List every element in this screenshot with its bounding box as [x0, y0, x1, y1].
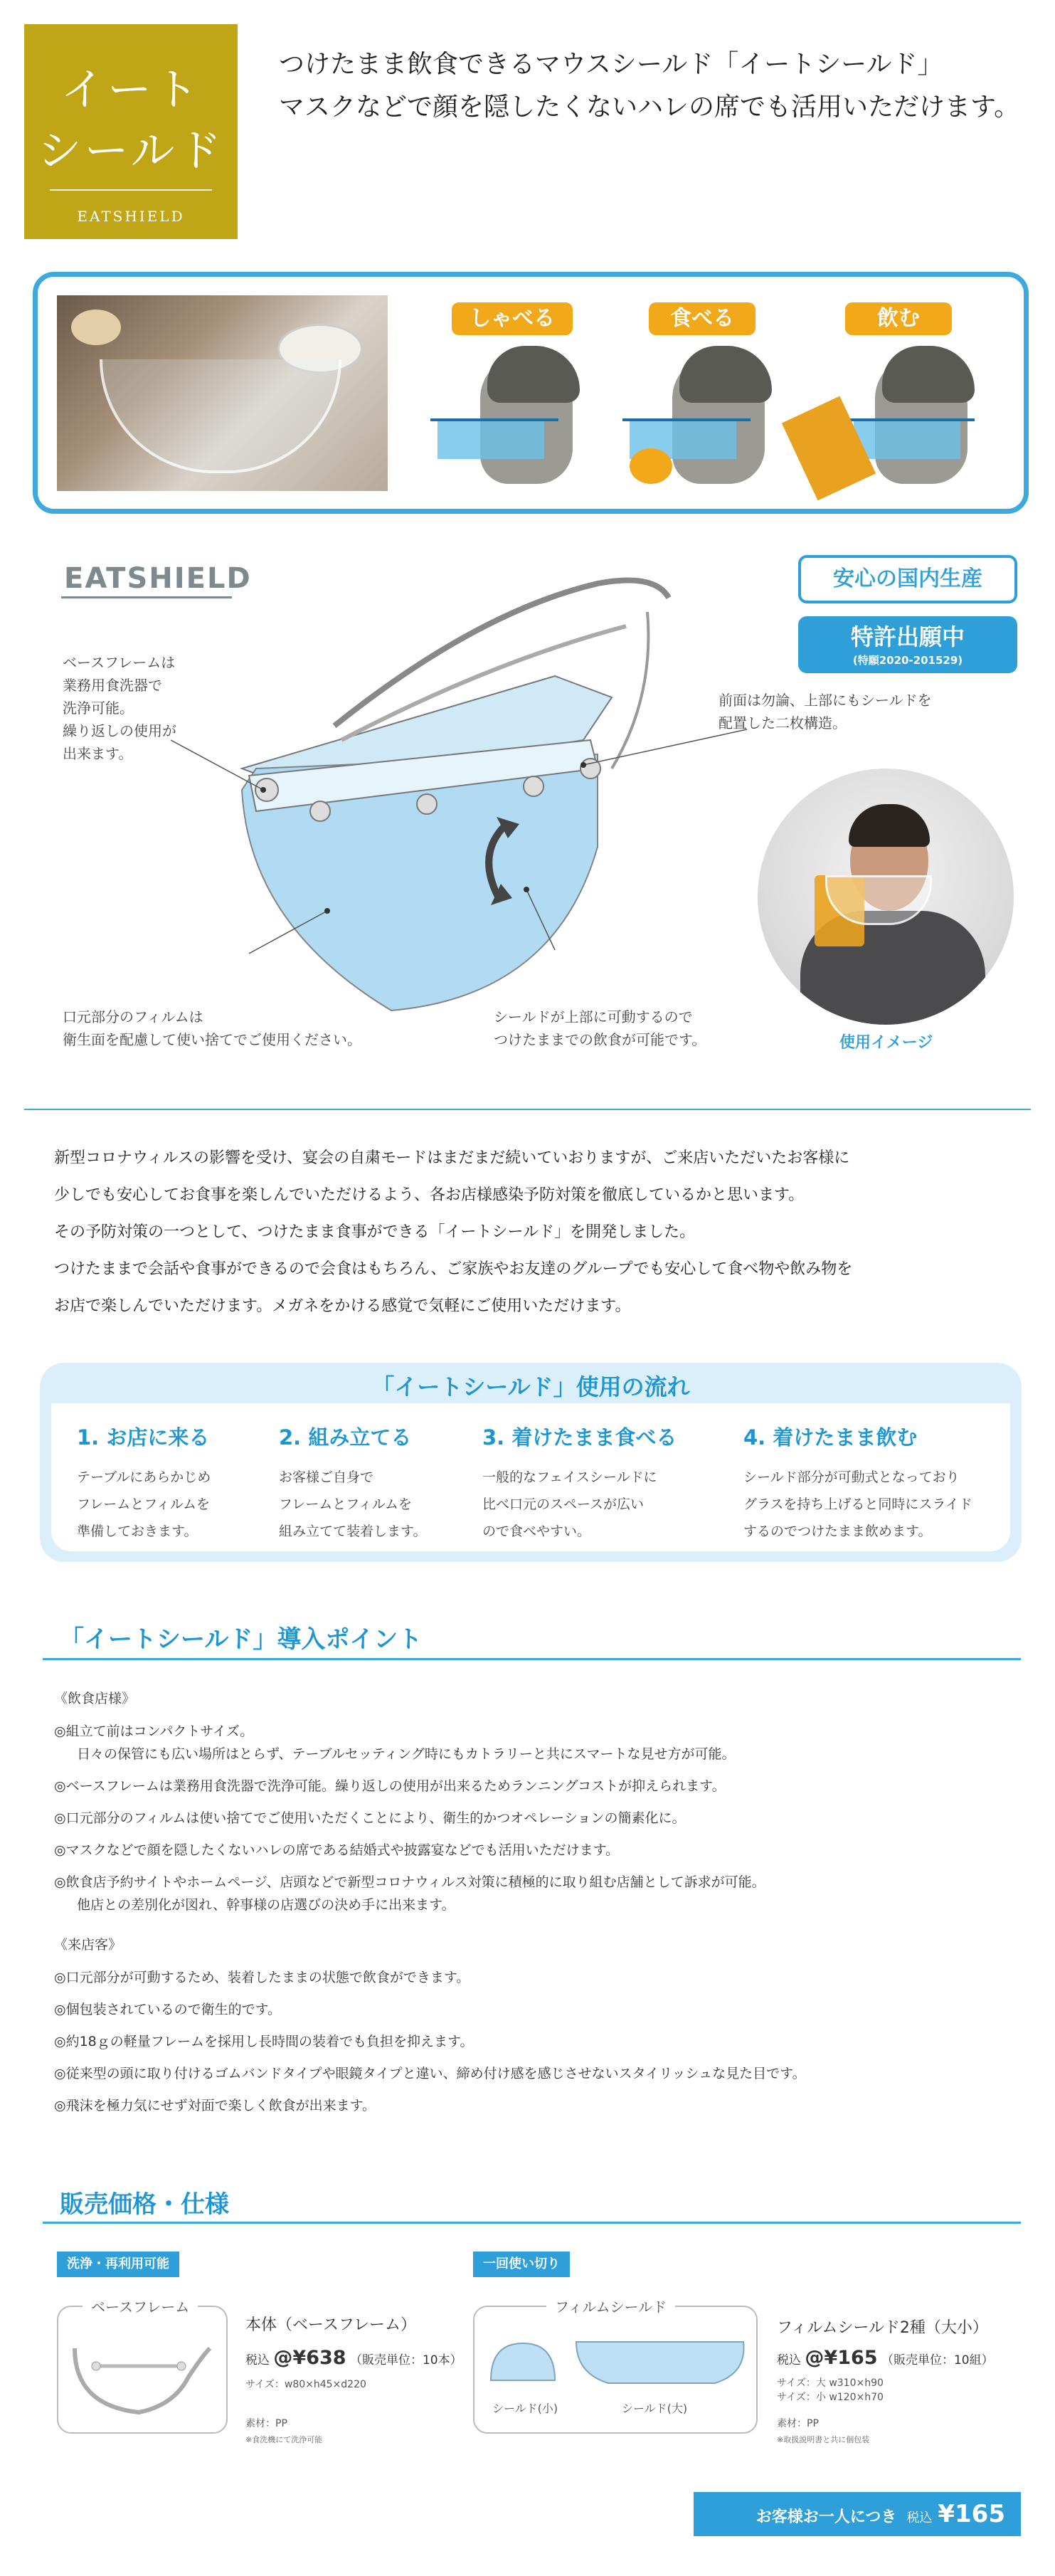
talk-illustration — [445, 342, 587, 498]
points-title: 「イートシールド」導入ポイント — [60, 1625, 423, 1654]
store-point: ◎ベースフレームは業務用食洗器で洗浄可能。繰り返しの使用が出来るためランニングコストが抑えられます。 — [54, 1778, 726, 1794]
frame-illustration — [68, 2327, 217, 2419]
section-divider — [24, 1109, 1031, 1110]
usage-flow-title: 「イートシールド」使用の流れ — [371, 1373, 690, 1400]
usage-image-label: 使用イメージ — [839, 1034, 933, 1052]
pricing-rule — [43, 2222, 1021, 2224]
total-price-bar: お客様お一人につき 税込 ¥165 — [694, 2492, 1021, 2536]
logo-english: EATSHIELD — [77, 208, 185, 225]
usage-step-talk: しゃべる — [452, 302, 573, 335]
film-illustration — [487, 2338, 751, 2387]
eatshield-wordmark: EATSHIELD — [64, 562, 252, 595]
store-point: ◎組立て前はコンパクトサイズ。 — [54, 1724, 254, 1739]
callout-move: シールドが上部に可動するので つけたままでの飲食が可能です。 — [494, 1008, 706, 1048]
guest-point: ◎口元部分が可動するため、装着したままの状態で飲食ができます。 — [54, 1970, 470, 1985]
description-line-1: 新型コロナウィルスの影響を受け、宴会の自粛モードはまだまだ続いていおりますが、ご来店いただいたお客様に — [54, 1149, 850, 1167]
product-diagram — [157, 555, 811, 1053]
intro-line-2: マスクなどで顔を隠したくないハレの席でも活用いただけます。 — [279, 93, 1020, 122]
guest-point: ◎飛沫を極力気にせず対面で楽しく飲食が出来ます。 — [54, 2098, 376, 2113]
frame-note: ※食洗機にて洗浄可能 — [245, 2435, 323, 2444]
store-point-cont: 日々の保管にも広い場所はとらず、テーブルセッティング時にもカトラリーと共にスマートな見せ方が可能。 — [77, 1746, 736, 1762]
drink-illustration — [839, 342, 982, 498]
flow-step-1: 1. お店に来る テーブルにあらかじめ フレームとフィルムを 準備しておきます。 — [77, 1425, 211, 1539]
flow-step-3: 3. 着けたまま食べる 一般的なフェイスシールドに 比べ口元のスペースが広い ので食べやすい。 — [482, 1425, 677, 1539]
film-name: フィルムシールド2種（大小） — [777, 2319, 988, 2337]
store-point: ◎口元部分のフィルムは使い捨てでご使用いただくことにより、衛生的かつオペレーションの簡素化に。 — [54, 1810, 686, 1826]
product-photo — [57, 295, 388, 491]
eat-illustration — [637, 342, 779, 498]
frame-price: 税込 @¥638 （販売単位：10本） — [245, 2347, 462, 2369]
film-small-label: シールド(小) — [492, 2402, 558, 2415]
usage-step-drink: 飲む — [845, 302, 952, 335]
frame-name: 本体（ベースフレーム） — [245, 2316, 417, 2334]
usage-step-eat: 食べる — [649, 302, 756, 335]
flow-step-4: 4. 着けたまま飲む シールド部分が可動式となっており グラスを持ち上げると同時にスライド するのでつけたまま飲めます。 — [743, 1425, 972, 1539]
flow-step-2: 2. 組み立てる お客様ご自身で フレームとフィルムを 組み立てて装着します。 — [279, 1425, 427, 1539]
callout-frame: ベースフレームは 業務用食洗器で 洗浄可能。 繰り返しの使用が 出来ます。 — [63, 654, 176, 762]
domestic-badge: 安心の国内生産 — [798, 555, 1017, 603]
guest-point: ◎従来型の頭に取り付けるゴムバンドタイプや眼鏡タイプと違い、締め付け感を感じさせないスタイリッシュな見た目です。 — [54, 2066, 806, 2081]
callout-front: 前面は勿論、上部にもシールドを 配置した二枚構造。 — [719, 692, 932, 732]
film-size-small: サイズ：小 w120×h70 — [777, 2392, 884, 2403]
film-box-label: フィルムシールド — [546, 2296, 675, 2316]
logo-text-line2: シールド — [37, 125, 225, 176]
description-line-3: その予防対策の一つとして、つけたまま食事ができる「イートシールド」を開発しました。 — [54, 1223, 696, 1241]
single-use-tag: 一回使い切り — [473, 2252, 570, 2277]
points-rule — [43, 1658, 1021, 1660]
store-point: ◎マスクなどで顔を隠したくないハレの席である結婚式や披露宴などでも活用いただけます。 — [54, 1842, 620, 1858]
film-material: 素材：PP — [777, 2418, 819, 2429]
frame-material: 素材：PP — [245, 2418, 287, 2429]
reusable-tag: 洗浄・再利用可能 — [57, 2252, 179, 2277]
intro-line-1: つけたまま飲食できるマウスシールド「イートシールド」 — [279, 50, 943, 79]
guest-point: ◎約18ｇの軽量フレームを採用し長時間の装着でも負担を抑えます。 — [54, 2034, 474, 2049]
pricing-title: 販売価格・仕様 — [60, 2190, 229, 2219]
usage-photo — [758, 769, 1014, 1025]
description-line-4: つけたままで会話や食事ができるので会食はもちろん、ご家族やお友達のグループでも安心して食べ物や飲み物を — [54, 1260, 853, 1278]
store-point-cont: 他店との差別化が図れ、幹事様の店選びの決め手に出来ます。 — [77, 1897, 455, 1913]
description-line-5: お店で楽しんでいただけます。メガネをかける感覚で気軽にご使用いただけます。 — [54, 1297, 631, 1315]
brand-logo — [24, 24, 238, 239]
callout-film: 口元部分のフィルムは 衛生面を配慮して使い捨てでご使用ください。 — [63, 1008, 361, 1048]
frame-box-label: ベースフレーム — [83, 2296, 198, 2316]
patent-badge: 特許出願中 (特願2020-201529) — [798, 616, 1017, 673]
guest-heading: 《来店客》 — [54, 1937, 122, 1953]
logo-divider — [50, 189, 212, 191]
description-line-2: 少しでも安心してお食事を楽しんでいただけるよう、各お店様感染予防対策を徹底しているかと思います。 — [54, 1186, 805, 1204]
film-price: 税込 @¥165 （販売単位：10組） — [777, 2347, 994, 2369]
film-large-label: シールド(大) — [622, 2402, 688, 2415]
logo-text-line1: イート — [60, 63, 201, 115]
guest-point: ◎個包装されているので衛生的です。 — [54, 2002, 282, 2017]
store-heading: 《飲食店様》 — [54, 1691, 136, 1706]
film-size-large: サイズ：大 w310×h90 — [777, 2377, 884, 2389]
film-note: ※取扱説明書と共に個包装 — [777, 2435, 870, 2444]
store-point: ◎飲食店予約サイトやホームページ、店頭などで新型コロナウィルス対策に積極的に取り組む店舗として訴求が可能。 — [54, 1874, 765, 1890]
frame-size: サイズ：w80×h45×d220 — [245, 2379, 366, 2390]
